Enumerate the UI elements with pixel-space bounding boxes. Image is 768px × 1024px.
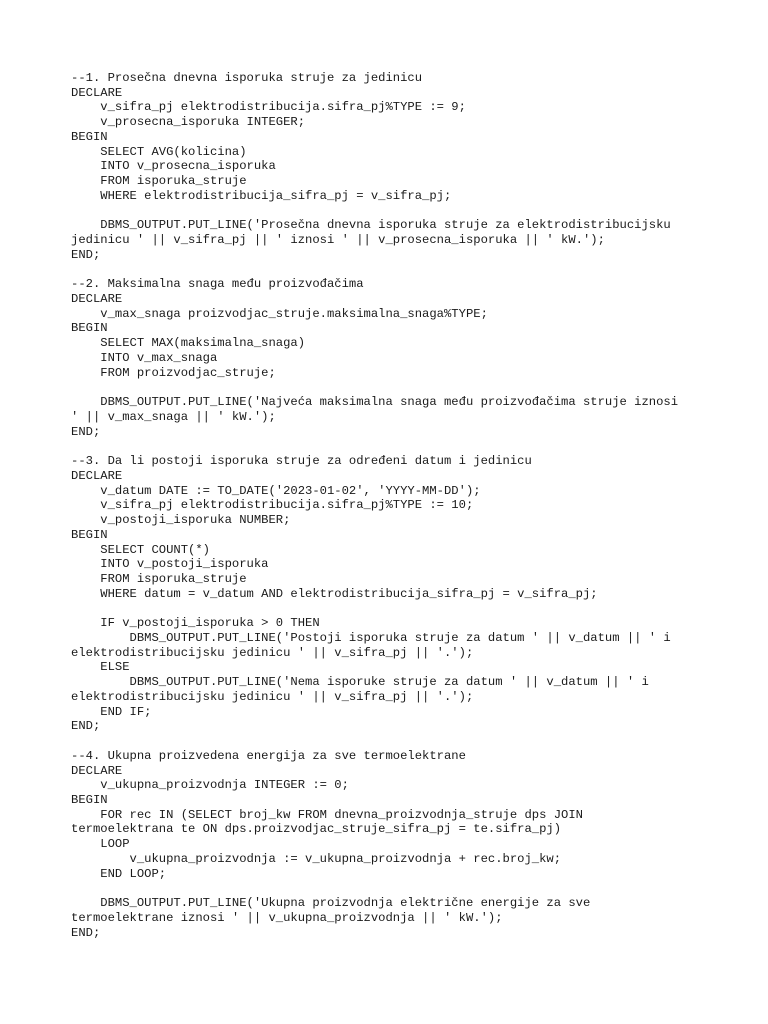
code-line: DBMS_OUTPUT.PUT_LINE('Nema isporuke struje za datum ' || v_datum || ' i — [71, 675, 649, 690]
code-line: END LOOP; — [71, 866, 167, 881]
code-line: INTO v_prosecna_isporuka — [71, 159, 276, 174]
code-line: termoelektrana te ON dps.proizvodjac_struje_sifra_pj = te.sifra_pj) — [71, 822, 562, 837]
code-line: DBMS_OUTPUT.PUT_LINE('Najveća maksimalna snaga među proizvođačima struje iznosi — [71, 395, 679, 410]
code-line: WHERE datum = v_datum AND elektrodistribucija_sifra_pj = v_sifra_pj; — [71, 586, 598, 601]
code-line: v_sifra_pj elektrodistribucija.sifra_pj%TYPE := 9; — [71, 100, 466, 115]
code-line: ELSE — [71, 660, 130, 675]
code-line: v_max_snaga proizvodjac_struje.maksimalna_snaga%TYPE; — [71, 306, 488, 321]
code-line: DECLARE — [71, 763, 123, 778]
code-line: DECLARE — [71, 292, 123, 307]
blank-line — [71, 263, 751, 278]
code-line: elektrodistribucijsku jedinicu ' || v_sifra_pj || '.'); — [71, 645, 474, 660]
code-line: IF v_postoji_isporuka > 0 THEN — [71, 616, 320, 631]
code-line: LOOP — [71, 837, 130, 852]
blank-line — [71, 601, 751, 616]
code-line: DBMS_OUTPUT.PUT_LINE('Prosečna dnevna isporuka struje za elektrodistribucijsku — [71, 218, 671, 233]
code-line: --2. Maksimalna snaga među proizvođačima — [71, 277, 364, 292]
code-line: FROM isporuka_struje — [71, 174, 247, 189]
code-line: END; — [71, 925, 101, 940]
code-line: INTO v_postoji_isporuka — [71, 557, 269, 572]
code-line: END IF; — [71, 704, 152, 719]
blank-line — [71, 204, 751, 219]
code-line: END; — [71, 719, 101, 734]
code-line: FROM proizvodjac_struje; — [71, 365, 276, 380]
code-line: SELECT COUNT(*) — [71, 542, 210, 557]
code-line: ' || v_max_snaga || ' kW.'); — [71, 409, 276, 424]
code-line: SELECT AVG(kolicina) — [71, 144, 247, 159]
code-line: --1. Prosečna dnevna isporuka struje za jedinicu — [71, 71, 423, 85]
code-line: v_ukupna_proizvodnja INTEGER := 0; — [71, 778, 349, 793]
code-line: SELECT MAX(maksimalna_snaga) — [71, 336, 306, 351]
blank-line — [71, 881, 751, 896]
code-line: END; — [71, 247, 101, 262]
code-listing — [71, 71, 751, 940]
code-line: elektrodistribucijsku jedinicu ' || v_sifra_pj || '.'); — [71, 689, 474, 704]
code-line: v_prosecna_isporuka INTEGER; — [71, 115, 306, 130]
code-line: DBMS_OUTPUT.PUT_LINE('Ukupna proizvodnja električne energije za sve — [71, 896, 591, 911]
code-line: FROM isporuka_struje — [71, 571, 247, 586]
code-line: WHERE elektrodistribucija_sifra_pj = v_sifra_pj; — [71, 188, 452, 203]
code-line: v_datum DATE := TO_DATE('2023-01-02', 'YYYY-MM-DD'); — [71, 483, 481, 498]
code-line: INTO v_max_snaga — [71, 350, 218, 365]
code-line: FOR rec IN (SELECT broj_kw FROM dnevna_proizvodnja_struje dps JOIN — [71, 807, 583, 822]
code-line: jedinicu ' || v_sifra_pj || ' iznosi ' || v_prosecna_isporuka || ' kW.'); — [71, 233, 605, 248]
code-line: v_postoji_isporuka NUMBER; — [71, 513, 291, 528]
code-line: DBMS_OUTPUT.PUT_LINE('Postoji isporuka struje za datum ' || v_datum || ' i — [71, 630, 671, 645]
blank-line — [71, 734, 751, 749]
code-line: --3. Da li postoji isporuka struje za određeni datum i jedinicu — [71, 454, 532, 469]
code-line: termoelektrane iznosi ' || v_ukupna_proizvodnja || ' kW.'); — [71, 910, 503, 925]
code-line: DECLARE — [71, 468, 123, 483]
code-line: DECLARE — [71, 85, 123, 100]
code-line: --4. Ukupna proizvedena energija za sve termoelektrane — [71, 748, 466, 763]
blank-line — [71, 439, 751, 454]
code-line: END; — [71, 424, 101, 439]
code-line: BEGIN — [71, 792, 108, 807]
code-line: BEGIN — [71, 527, 108, 542]
code-line: BEGIN — [71, 129, 108, 144]
code-line: BEGIN — [71, 321, 108, 336]
code-line: v_ukupna_proizvodnja := v_ukupna_proizvodnja + rec.broj_kw; — [71, 851, 562, 866]
blank-line — [71, 380, 751, 395]
code-line: v_sifra_pj elektrodistribucija.sifra_pj%TYPE := 10; — [71, 498, 474, 513]
